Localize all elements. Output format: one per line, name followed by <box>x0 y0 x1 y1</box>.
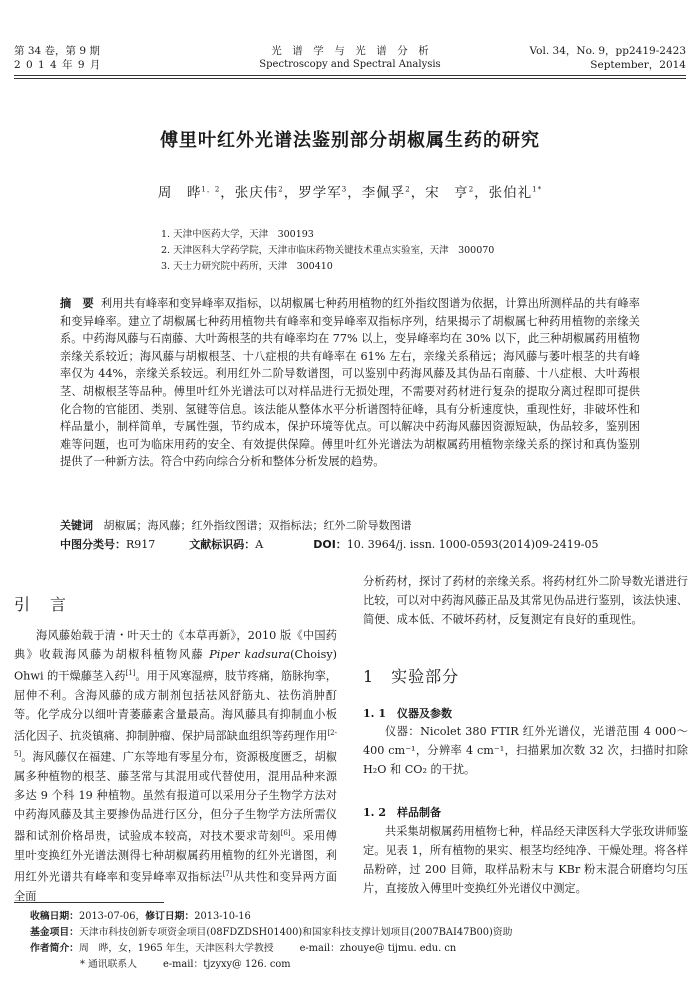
journal-name-cn: 光 谱 学 与 光 谱 分 析 <box>271 45 429 57</box>
clc-label: 中图分类号： <box>60 538 126 551</box>
affiliation: 1. 天津中医药大学，天津 300193 <box>161 229 314 240</box>
journal-name-en: Spectroscopy and Spectral Analysis <box>259 59 441 70</box>
footnote-author <box>30 941 456 957</box>
received-label: 收稿日期： <box>30 911 79 922</box>
doc-code-value: A <box>255 538 264 551</box>
subsection-heading-instrument: 1. 1 仪器及参数 <box>363 707 452 720</box>
subsection-heading-sample: 1. 2 样品制备 <box>363 806 441 819</box>
journal-volume: 第 34 卷，第 9 期 <box>14 45 100 57</box>
keywords-text: 胡椒属；海风藤；红外指纹图谱；双指标法；红外二阶导数图谱 <box>103 519 412 532</box>
classification <box>60 537 599 553</box>
instrument-paragraph: 仪器：Nicolet 380 FTIR 红外光谱仪，光谱范围 4 000～400 cm⁻¹，分辨率 4 cm⁻¹，扫描累加次数 32 次，扫描时扣除 H₂O 和 CO₂ 的干扰。 <box>363 725 688 776</box>
keywords <box>60 518 412 534</box>
intro-text: 。用于风寒湿痹，肢节疼痛，筋脉拘挛，屈伸不利。含海风藤的成方制剂包括祛风舒筋丸、祛伤消肿酊等。化学成分以细叶青萎藤素含量最高。海风藤具有抑制血小板活化因子、抗炎镇痛、抑制肿瘤、保护局部缺血组织等药理作用 <box>14 669 337 743</box>
section-heading-experiment: 1 实验部分 <box>363 667 460 686</box>
author-name: 罗学军 <box>298 185 342 201</box>
header-rule-bottom <box>14 78 686 79</box>
intro-text: 。采用傅里叶变换红外光谱法测得七种胡椒属药用植物的红外光谱图，利用红外光谱共有峰率和变异峰率双指标法 <box>14 829 337 884</box>
section-heading-intro: 引 言 <box>14 595 69 614</box>
corresponding-email: e-mail：tjzyxy@ 126. com <box>163 959 291 970</box>
affiliation: 3. 天士力研究院中药所，天津 300410 <box>161 261 333 272</box>
author-email: e-mail：zhouye@ tijmu. edu. cn <box>299 943 457 954</box>
keywords-label: 关键词 <box>60 519 93 532</box>
citation: [2-5] <box>14 728 337 759</box>
footnote-received <box>30 909 251 925</box>
journal-date-cn: 2 0 1 4 年 9 月 <box>14 59 102 71</box>
sample-paragraph: 共采集胡椒属药用植物七种，样品经天津医科大学张玫讲师鉴定。见表 1，所有植物的果实、根茎均经纯净、干燥处理。将各样品粉碎，过 200 目筛，取样品粉末与 KBr 粉末混合研磨均匀压片，直接放入傅里叶变换红外光谱仪中测定。 <box>363 825 688 895</box>
intro-paragraph-continued: 分析药材，探讨了药材的亲缘关系。将药材红外二阶导数光谱进行比较，可以对中药海风藤正品及其常见伪品进行鉴别，该法快速、简便、成本低、不破坏药材，反复测定有良好的重现性。 <box>363 575 688 626</box>
journal-date-en: September，2014 <box>590 59 686 71</box>
author-name: 李佩孚 <box>361 185 406 201</box>
header-rule-top <box>14 75 686 76</box>
author-name: 周 晔 <box>157 185 202 201</box>
author-bio-label: 作者简介： <box>30 943 79 954</box>
clc-value: R917 <box>126 538 156 551</box>
funding-value: 天津市科技创新专项资金项目(08FDZDSH01400)和国家科技支撑计划项目(2007BAI47B00)资助 <box>78 927 513 938</box>
author-bio-value: 周 晔，女，1965 年生，天津医科大学教授 <box>78 943 274 954</box>
received-value: 2013-07-06， <box>78 911 146 922</box>
author-affil-mark: 2 <box>468 185 475 194</box>
author-affil-mark: 2 <box>278 185 284 194</box>
abstract-label: 摘 要 <box>60 297 94 310</box>
author-name: 张庆伟 <box>234 185 279 201</box>
footnote-corresponding <box>80 957 291 973</box>
doc-code-label: 文献标识码： <box>189 538 256 551</box>
author-affil-mark: 3 <box>341 185 348 194</box>
revised-value: 2013-10-16 <box>194 911 251 922</box>
author-affil-mark: 1，2 <box>201 185 221 194</box>
intro-text: 从共性和变异两方面全面 <box>14 870 337 903</box>
journal-volume-en: Vol. 34，No. 9，pp2419-2423 <box>529 45 686 57</box>
intro-text: 。海风藤仅在福建、广东等地有零星分布，资源极度匮乏，胡椒属多种植物的根茎、藤茎常与其混用或代替使用，混用品种来源多达 9 个科 19 种植物。虽然有报道可以采用分子生物学方法对中药海风藤及其主要掺伪品进行区分，但分子生物学方法所需仪器和试剂价格昂贵，试验成本较高，对技术要求苛刻 <box>14 751 337 843</box>
footnote-rule <box>14 902 164 903</box>
affiliation: 2. 天津医科大学药学院，天津市临床药物关键技术重点实验室，天津 300070 <box>161 245 495 256</box>
latin-species-name: Piper kadsura <box>209 648 291 661</box>
abstract <box>60 295 640 471</box>
doi-label: DOI： <box>313 538 347 551</box>
author-list: 周 晔$^{1,2}$，张庆伟$^2$，罗学军$^3$，李佩孚$^2$，宋 亨$^2$，张伯礼$^{1*}$ <box>157 185 543 201</box>
author-affil-mark: 2 <box>405 185 411 194</box>
citation: [7] <box>222 869 233 878</box>
intro-text: 海风藤始载于清・叶天士的《本草再新》，2010 版《中国药典》收载海风藤为胡椒科植物风藤 <box>14 629 337 661</box>
intro-paragraph <box>14 626 337 906</box>
funding-label: 基金项目： <box>30 927 79 938</box>
corresponding-label: * 通讯联系人 <box>80 959 137 970</box>
doi-value: 10. 3964/j. issn. 1000-0593(2014)09-2419-05 <box>346 538 599 551</box>
paper-title: 傅里叶红外光谱法鉴别部分胡椒属生药的研究 <box>160 130 540 151</box>
abstract-text: 利用共有峰率和变异峰率双指标，以胡椒属七种药用植物的红外指纹图谱为依据，计算出所测样品的共有峰率和变异峰率。建立了胡椒属七种药用植物共有峰率和变异峰率双指标序列，结果揭示了胡椒属七种药用植物的亲缘关系。中药海风藤与石南藤、大叶蒟根茎的共有峰率均在 77% 以上，变异峰率均在 30% 以下，此三种胡椒属药用植物亲缘关系较近；海风藤与胡椒根茎、十八症根的共有峰率在 61% 左右，亲缘关系稍远；海风藤与萎叶根茎的共有峰率仅为 44%，亲缘关系较远。利用红外二阶导数谱图，可以鉴别中药海风藤及其伪品石南藤、十八症根、大叶蒟根茎、胡椒根茎等品种。傅里叶红外光谱法可以对样品进行无损处理，不需要对药材进行复杂的提取分离过程即可提供化合物的官能团、类别、氢键等信息。该法能从整体水平分析谱图特征峰，具有分析速度快，重现性好，非破坏性和样品量小，制样简单，专属性强，节约成本，保护环境等优点。可以解决中药海风藤因资源短缺，伪品较多，鉴别困难等问题，也可为临床用药的安全、有效提供保障。傅里叶红外光谱法为胡椒属药用植物亲缘关系的探讨和真伪鉴别提供了一种新方法。符合中药向综合分析和整体分析发展的趋势。 <box>60 297 640 469</box>
author-name: 张伯礼 <box>488 185 533 201</box>
citation: [6] <box>280 829 291 838</box>
intro-text: (Choisy) Ohwi 的干燥藤茎入药 <box>14 648 338 683</box>
footnote-funding <box>30 925 512 941</box>
citation: [1] <box>125 669 136 677</box>
revised-label: 修订日期： <box>145 911 195 922</box>
author-name: 宋 亨 <box>425 185 469 201</box>
author-affil-mark: 1* <box>532 185 543 194</box>
